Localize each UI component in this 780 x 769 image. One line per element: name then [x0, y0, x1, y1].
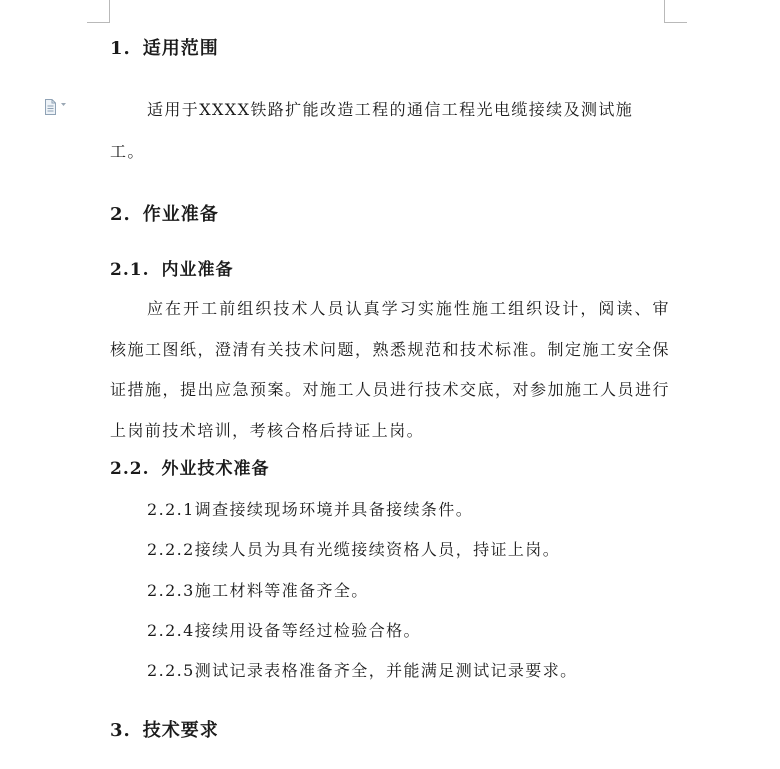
heading-title: 外业技术准备 — [161, 459, 270, 479]
list-item: 2.2.4接续用设备等经过检验合格。 — [147, 621, 421, 640]
heading-number: 1. — [110, 38, 131, 59]
paragraph-line: 工。 — [110, 142, 145, 161]
list-item: 2.2.1调查接续现场环境并具备接续条件。 — [147, 500, 474, 519]
heading-2-2 — [110, 457, 670, 481]
heading-number: 2. — [110, 204, 131, 225]
list-item: 2.2.3施工材料等准备齐全。 — [147, 581, 369, 600]
margin-corner-top-right — [664, 0, 687, 23]
heading-title: 技术要求 — [142, 720, 219, 741]
paragraph-line: 适用于XXXX铁路扩能改造工程的通信工程光电缆接续及测试施 — [147, 100, 634, 119]
heading-2 — [110, 203, 670, 227]
heading-title: 适用范围 — [142, 38, 219, 59]
heading-1 — [110, 37, 670, 61]
list-item: 2.2.2接续人员为具有光缆接续资格人员，持证上岗。 — [147, 540, 561, 559]
heading-number: 2.1. — [110, 260, 150, 280]
heading-number: 3. — [110, 720, 131, 741]
margin-corner-top-left — [87, 0, 110, 23]
heading-number: 2.2. — [110, 459, 150, 479]
heading-2-1 — [110, 258, 670, 282]
list-item: 2.2.5测试记录表格准备齐全，并能满足测试记录要求。 — [147, 661, 578, 680]
heading-title: 作业准备 — [142, 204, 219, 225]
paragraph-internal-preparation: 应在开工前组织技术人员认真学习实施性施工组织设计，阅读、审核施工图纸，澄清有关技术问题，熟悉规范和技术标准。制定施工安全保证措施，提出应急预案。对施工人员进行技术交底，对参加施工人员进行上岗前技术培训，考核合格后持证上岗。 — [110, 299, 670, 440]
heading-title: 内业准备 — [161, 260, 234, 280]
dropdown-arrow-icon — [61, 103, 66, 106]
paragraph-marker[interactable] — [44, 99, 68, 115]
document-icon — [44, 99, 68, 115]
heading-3 — [110, 719, 670, 743]
